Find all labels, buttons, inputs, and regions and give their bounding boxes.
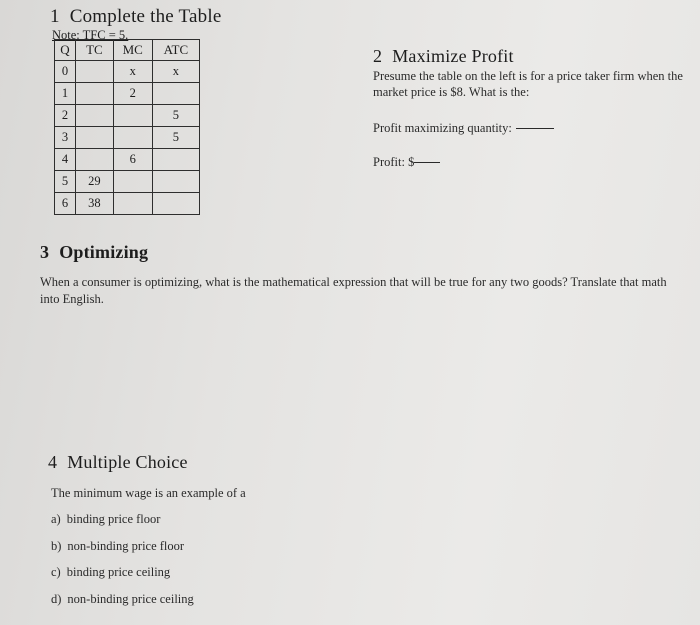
section-3-number: 3	[40, 242, 50, 262]
section-1-number: 1	[50, 6, 60, 27]
cell-atc[interactable]	[152, 171, 199, 193]
cell-atc: x	[152, 61, 199, 83]
section-2-body: Presume the table on the left is for a price taker firm when the market price is $8. What is the:	[373, 69, 683, 99]
choice-option-a[interactable]	[51, 512, 194, 539]
cell-q: 4	[55, 149, 76, 171]
header-mc: MC	[113, 40, 152, 61]
choice-letter: a)	[51, 512, 61, 526]
table-row	[55, 149, 200, 171]
profit-question	[373, 155, 440, 170]
header-atc: ATC	[152, 40, 199, 61]
table-row	[55, 127, 200, 149]
choice-letter: b)	[51, 538, 62, 553]
choice-letter: d)	[51, 591, 62, 606]
choice-option-b[interactable]	[51, 539, 194, 566]
cell-tc[interactable]	[76, 83, 114, 105]
cell-atc[interactable]	[152, 193, 199, 215]
cell-mc: 6	[113, 149, 152, 171]
table-row	[55, 193, 200, 215]
cell-atc: 5	[152, 105, 199, 127]
table-row	[55, 105, 200, 127]
cell-tc[interactable]	[76, 127, 114, 149]
section-2-heading	[373, 46, 514, 67]
profit-quantity-label: Profit maximizing quantity:	[373, 121, 512, 135]
choice-option-c[interactable]	[51, 565, 194, 592]
section-3-title: Optimizing	[59, 242, 149, 262]
table-row	[55, 83, 200, 105]
choice-text: binding price floor	[66, 512, 161, 526]
cell-q: 5	[55, 171, 76, 193]
cell-q: 1	[55, 83, 76, 105]
section-4-heading	[48, 452, 188, 473]
cell-q: 6	[55, 193, 76, 215]
profit-answer-blank[interactable]	[414, 162, 440, 163]
cell-tc[interactable]	[76, 61, 114, 83]
cell-mc: x	[113, 61, 152, 83]
cell-tc[interactable]	[76, 149, 114, 171]
profit-quantity-answer-blank[interactable]	[516, 128, 554, 129]
choice-text: non-binding price floor	[67, 538, 185, 553]
cell-q: 2	[55, 105, 76, 127]
multiple-choice-options	[51, 512, 194, 618]
section-1-heading	[50, 6, 221, 28]
choice-option-d[interactable]	[51, 592, 194, 619]
section-3-heading	[40, 242, 148, 263]
section-2-number: 2	[373, 46, 383, 66]
header-q: Q	[55, 40, 76, 61]
profit-quantity-question	[373, 121, 554, 136]
cell-mc[interactable]	[113, 193, 152, 215]
cell-atc[interactable]	[152, 149, 199, 171]
multiple-choice-prompt: The minimum wage is an example of a	[51, 486, 246, 500]
cell-q: 3	[55, 127, 76, 149]
cell-tc[interactable]	[76, 105, 114, 127]
table-header-row	[55, 40, 200, 61]
table-row	[55, 61, 200, 83]
cell-atc: 5	[152, 127, 199, 149]
cell-mc[interactable]	[113, 105, 152, 127]
section-4-title: Multiple Choice	[67, 452, 188, 472]
cell-mc[interactable]	[113, 127, 152, 149]
cell-q: 0	[55, 61, 76, 83]
cell-mc: 2	[113, 83, 152, 105]
cell-tc: 29	[76, 171, 114, 193]
choice-text: non-binding price ceiling	[67, 591, 194, 606]
choice-text: binding price ceiling	[66, 565, 171, 579]
cell-atc[interactable]	[152, 83, 199, 105]
table-row	[55, 171, 200, 193]
profit-label: Profit: $	[373, 155, 415, 169]
section-1-title: Complete the Table	[69, 6, 222, 27]
section-2-title: Maximize Profit	[392, 46, 514, 66]
section-3-question: When a consumer is optimizing, what is the mathematical expression that will be true for any two goods? Translate that math into English.	[40, 275, 667, 306]
header-tc: TC	[76, 40, 114, 61]
choice-letter: c)	[51, 565, 61, 579]
tfc-note: Note: TFC = 5.	[52, 28, 129, 42]
cost-table	[54, 39, 200, 215]
cell-mc[interactable]	[113, 171, 152, 193]
cell-tc: 38	[76, 193, 114, 215]
section-4-number: 4	[48, 452, 58, 472]
